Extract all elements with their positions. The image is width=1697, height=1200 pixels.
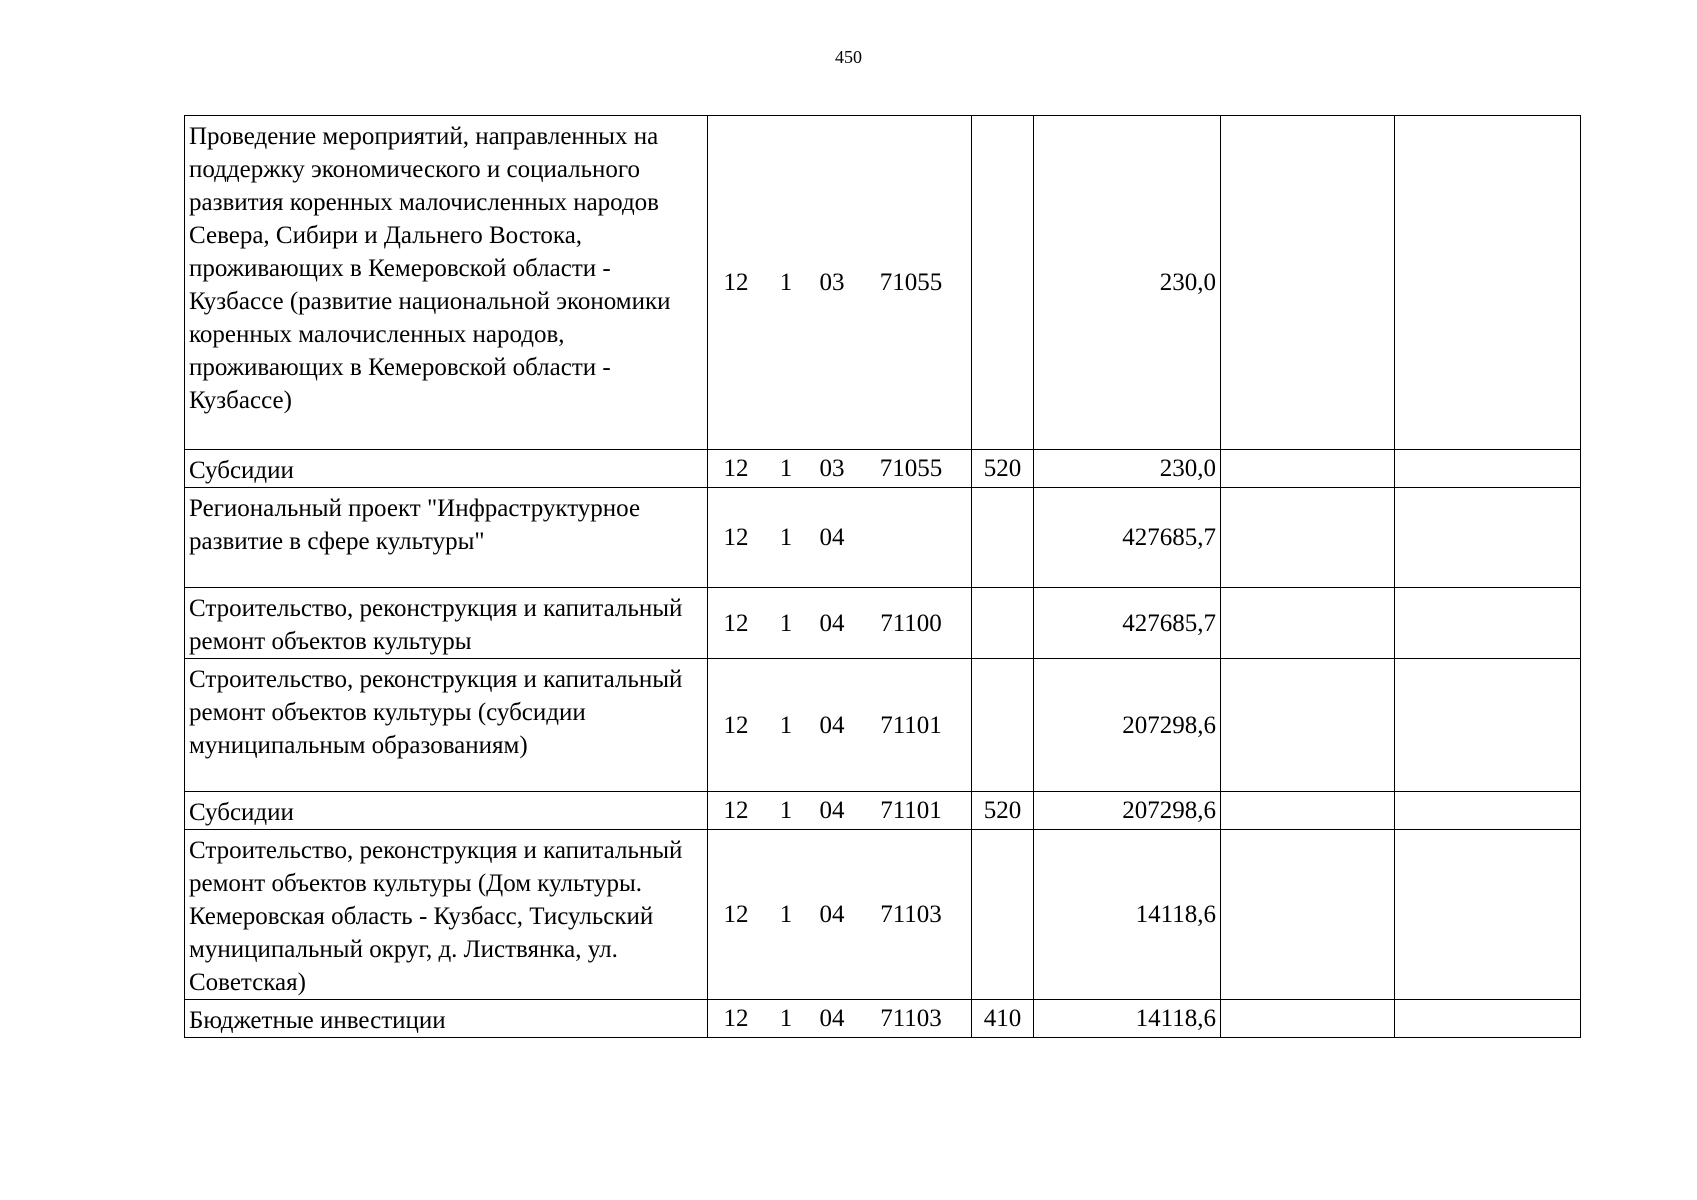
measure-code: 04 bbox=[819, 609, 845, 637]
program-code: 12 bbox=[723, 609, 749, 637]
row-name: Строительство, реконструкция и капитальный ремонт объектов культуры bbox=[185, 588, 708, 659]
direction-code: 71101 bbox=[880, 711, 942, 739]
empty-cell bbox=[1395, 450, 1581, 488]
subprogram-code: 1 bbox=[779, 711, 793, 739]
program-codes bbox=[708, 830, 972, 1000]
table-row bbox=[185, 830, 1581, 1000]
amount-cell: 427685,7 bbox=[1034, 488, 1221, 588]
expense-type-code bbox=[972, 588, 1034, 659]
measure-code: 04 bbox=[819, 797, 845, 824]
expense-type-code bbox=[972, 488, 1034, 588]
direction-code: 71101 bbox=[880, 797, 942, 824]
direction-code: 71055 bbox=[879, 269, 943, 296]
empty-cell bbox=[1221, 659, 1395, 792]
empty-cell bbox=[1221, 116, 1395, 450]
row-name: Строительство, реконструкция и капитальный ремонт объектов культуры (Дом культуры. Кемеровская область - Кузбасс, Тисульский муниципальный округ, д. Листвянка, ул. Советская) bbox=[185, 830, 708, 1000]
measure-code: 04 bbox=[819, 901, 845, 928]
page-number: 450 bbox=[835, 47, 862, 67]
amount-cell: 230,0 bbox=[1034, 116, 1221, 450]
program-codes bbox=[708, 1000, 972, 1038]
empty-cell bbox=[1221, 830, 1395, 1000]
empty-cell bbox=[1221, 488, 1395, 588]
direction-code: 71055 bbox=[879, 455, 943, 482]
direction-code: 71103 bbox=[880, 1005, 942, 1032]
expense-type-code: 410 bbox=[972, 1000, 1034, 1038]
program-code: 12 bbox=[723, 455, 749, 482]
empty-cell bbox=[1221, 588, 1395, 659]
empty-cell bbox=[1395, 659, 1581, 792]
table-row bbox=[185, 1000, 1581, 1038]
subprogram-code: 1 bbox=[779, 524, 793, 551]
table-body bbox=[185, 116, 1581, 1038]
subprogram-code: 1 bbox=[779, 901, 793, 928]
subprogram-code: 1 bbox=[779, 609, 793, 637]
empty-cell bbox=[1221, 792, 1395, 830]
subprogram-code: 1 bbox=[779, 797, 793, 824]
empty-cell bbox=[1395, 830, 1581, 1000]
empty-cell bbox=[1395, 488, 1581, 588]
amount-cell: 427685,7 bbox=[1034, 588, 1221, 659]
program-codes bbox=[708, 659, 972, 792]
measure-code: 03 bbox=[819, 269, 845, 296]
measure-code: 04 bbox=[819, 524, 845, 551]
table-row bbox=[185, 792, 1581, 830]
empty-cell bbox=[1221, 1000, 1395, 1038]
subprogram-code: 1 bbox=[779, 269, 793, 296]
subprogram-code: 1 bbox=[779, 1005, 793, 1032]
program-codes bbox=[708, 116, 972, 450]
measure-code: 04 bbox=[819, 1005, 845, 1032]
amount-cell: 207298,6 bbox=[1034, 792, 1221, 830]
amount-cell: 230,0 bbox=[1034, 450, 1221, 488]
empty-cell bbox=[1395, 792, 1581, 830]
expense-type-code: 520 bbox=[972, 792, 1034, 830]
program-codes bbox=[708, 488, 972, 588]
program-code: 12 bbox=[723, 269, 749, 296]
empty-cell bbox=[1395, 588, 1581, 659]
program-code: 12 bbox=[723, 797, 749, 824]
row-name: Субсидии bbox=[185, 450, 708, 488]
table-row bbox=[185, 450, 1581, 488]
budget-table bbox=[184, 115, 1581, 1038]
row-name: Бюджетные инвестиции bbox=[185, 1000, 708, 1038]
amount-cell: 14118,6 bbox=[1034, 1000, 1221, 1038]
measure-code: 04 bbox=[819, 711, 845, 739]
amount-cell: 207298,6 bbox=[1034, 659, 1221, 792]
expense-type-code bbox=[972, 830, 1034, 1000]
program-code: 12 bbox=[723, 901, 749, 928]
program-codes bbox=[708, 450, 972, 488]
expense-type-code: 520 bbox=[972, 450, 1034, 488]
table-row bbox=[185, 588, 1581, 659]
program-code: 12 bbox=[723, 1005, 749, 1032]
program-codes bbox=[708, 588, 972, 659]
program-code: 12 bbox=[723, 524, 749, 551]
table-row bbox=[185, 116, 1581, 450]
program-code: 12 bbox=[723, 711, 749, 739]
row-name: Проведение мероприятий, направленных на поддержку экономического и социального развития коренных малочисленных народов Севера, Сибири и Дальнего Востока, проживающих в Кемеровской области - Кузбассе (развитие национальной экономики коренных малочисленных народов, проживающих в Кемеровской области - Кузбассе) bbox=[185, 116, 708, 450]
row-name: Субсидии bbox=[185, 792, 708, 830]
direction-code: 71100 bbox=[880, 609, 942, 637]
empty-cell bbox=[1221, 450, 1395, 488]
empty-cell bbox=[1395, 116, 1581, 450]
row-name: Строительство, реконструкция и капитальный ремонт объектов культуры (субсидии муниципальным образованиям) bbox=[185, 659, 708, 792]
expense-type-code bbox=[972, 659, 1034, 792]
measure-code: 03 bbox=[819, 455, 845, 482]
direction-code: 71103 bbox=[880, 901, 942, 928]
amount-cell: 14118,6 bbox=[1034, 830, 1221, 1000]
row-name: Региональный проект "Инфраструктурное развитие в сфере культуры" bbox=[185, 488, 708, 588]
expense-type-code bbox=[972, 116, 1034, 450]
subprogram-code: 1 bbox=[779, 455, 793, 482]
table-row bbox=[185, 659, 1581, 792]
empty-cell bbox=[1395, 1000, 1581, 1038]
program-codes bbox=[708, 792, 972, 830]
table-row bbox=[185, 488, 1581, 588]
